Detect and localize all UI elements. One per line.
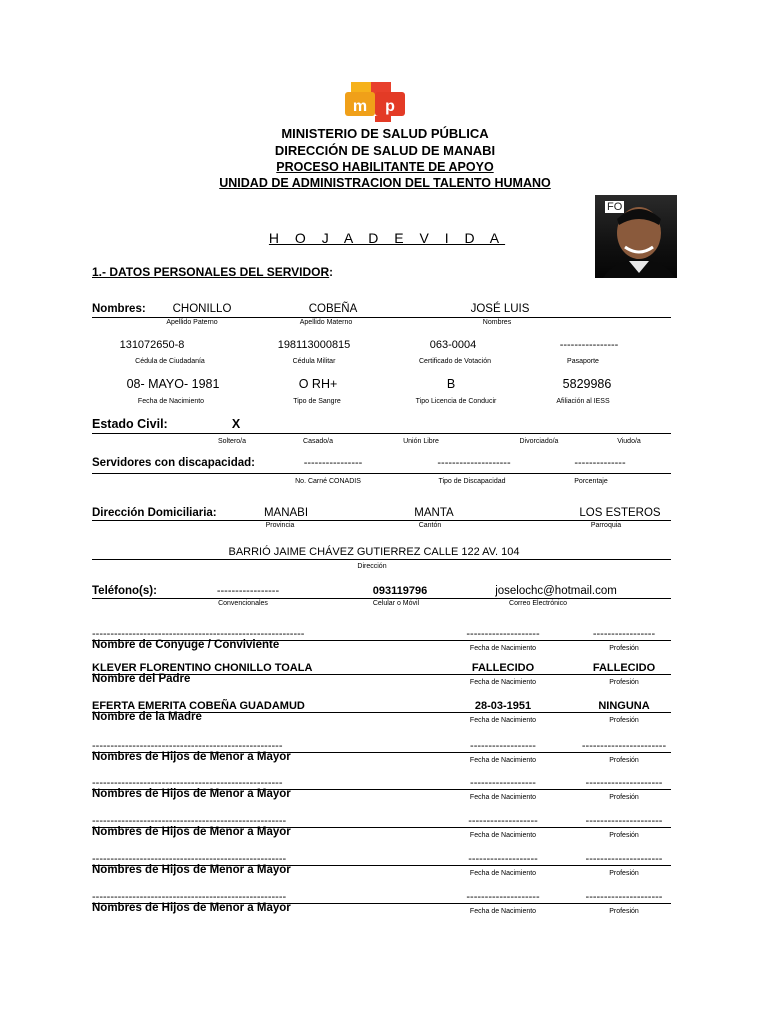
- cap-family-fecha: Fecha de Nacimiento: [469, 717, 537, 724]
- estado-civil-mark: X: [231, 417, 241, 431]
- apellido-paterno-value: CHONILLO: [172, 303, 232, 315]
- fecha-nacimiento-value: 08- MAYO- 1981: [126, 377, 220, 391]
- cap-casado: Casado/a: [303, 438, 333, 445]
- family-profesion-value: ---------------------: [585, 853, 663, 865]
- svg-text:p: p: [385, 98, 395, 115]
- msp-logo: [345, 80, 407, 124]
- direccion-value: BARRIÓ JAIME CHÁVEZ GUTIERREZ CALLE 122 AV. 104: [228, 546, 520, 558]
- family-fecha-value: ------------------: [470, 740, 536, 752]
- section-title-colon: :: [329, 267, 334, 279]
- header-unit: UNIDAD DE ADMINISTRACION DEL TALENTO HUMANO: [219, 176, 551, 190]
- licencia-value: B: [446, 377, 456, 391]
- cap-family-fecha: Fecha de Nacimiento: [469, 832, 537, 839]
- cap-direccion: Dirección: [357, 563, 387, 570]
- telefono-label: Teléfono(s):: [92, 585, 157, 597]
- profile-photo: [595, 195, 677, 278]
- cap-tipo-sangre: Tipo de Sangre: [293, 398, 341, 405]
- family-row-label: Nombres de Hijos de Menor a Mayor: [92, 864, 291, 876]
- cap-apellido-paterno: Apellido Paterno: [166, 319, 218, 326]
- family-row-label: Nombre de Conyuge / Conviviente: [92, 639, 280, 651]
- provincia-value: MANABI: [263, 507, 309, 519]
- section-title: [92, 263, 333, 281]
- tipo-sangre-value: O RH+: [298, 377, 338, 391]
- estado-civil-label: Estado Civil:: [92, 417, 168, 431]
- votacion-value: 063-0004: [429, 339, 477, 351]
- family-profesion-value: ---------------------: [585, 777, 663, 789]
- cap-licencia: Tipo Licencia de Conducir: [415, 398, 497, 405]
- cap-porcentaje: Porcentaje: [574, 478, 608, 485]
- svg-text:m: m: [352, 98, 368, 115]
- family-name-value: ----------------------------------------------------: [92, 777, 283, 789]
- cap-celular: Celular o Móvil: [372, 600, 420, 607]
- porcentaje-value: --------------: [574, 457, 626, 469]
- family-name-value: -----------------------------------------------------: [92, 891, 287, 903]
- page-title: H O J A D E V I D A: [268, 230, 506, 246]
- family-row-label: Nombres de Hijos de Menor a Mayor: [92, 751, 291, 763]
- cap-iess: Afiliación al IESS: [556, 398, 610, 405]
- cedula-value: 131072650-8: [119, 339, 185, 351]
- family-fecha-value: --------------------: [466, 628, 540, 640]
- canton-value: MANTA: [414, 507, 454, 519]
- cap-family-fecha: Fecha de Nacimiento: [469, 757, 537, 764]
- cap-family-fecha: Fecha de Nacimiento: [469, 908, 537, 915]
- family-row-label: Nombre de la Madre: [92, 711, 202, 723]
- cap-canton: Cantón: [418, 522, 442, 529]
- family-profesion-value: FALLECIDO: [592, 662, 656, 674]
- cap-divorciado: Divorciado/a: [519, 438, 559, 445]
- family-name-value: ----------------------------------------------------: [92, 740, 283, 752]
- cap-soltero: Soltero/a: [217, 438, 247, 445]
- cap-family-fecha: Fecha de Nacimiento: [469, 679, 537, 686]
- cap-family-fecha: Fecha de Nacimiento: [469, 870, 537, 877]
- cap-cedula: Cédula de Ciudadanía: [135, 358, 205, 365]
- cap-cedula-militar: Cédula Militar: [292, 358, 336, 365]
- photo-label: FO: [607, 201, 623, 213]
- cap-correo: Correo Electrónico: [509, 600, 567, 607]
- parroquia-value: LOS ESTEROS: [579, 507, 661, 519]
- family-row-label: Nombres de Hijos de Menor a Mayor: [92, 788, 291, 800]
- apellido-materno-value: COBEÑA: [308, 303, 358, 315]
- cap-nombres: Nombres: [482, 319, 512, 326]
- family-profesion-value: ---------------------: [585, 815, 663, 827]
- header-direction: DIRECCIÓN DE SALUD DE MANABI: [274, 143, 496, 158]
- cap-fecha-nacimiento: Fecha de Nacimiento: [137, 398, 205, 405]
- cap-family-profesion: Profesión: [609, 757, 639, 764]
- family-name-value: EFERTA EMERITA COBEÑA GUADAMUD: [92, 700, 305, 712]
- family-name-value: -----------------------------------------------------: [92, 815, 287, 827]
- family-fecha-value: ------------------: [470, 777, 536, 789]
- cap-family-fecha: Fecha de Nacimiento: [469, 645, 537, 652]
- domicilio-label: Dirección Domiciliaria:: [92, 507, 217, 519]
- discapacidad-label: Servidores con discapacidad:: [92, 457, 255, 469]
- family-profesion-value: NINGUNA: [598, 700, 650, 712]
- nombres-label: Nombres:: [92, 303, 146, 315]
- family-profesion-value: -----------------: [592, 628, 656, 640]
- family-fecha-value: --------------------: [466, 891, 540, 903]
- family-name-value: -----------------------------------------------------: [92, 853, 287, 865]
- nombres-value: JOSÉ LUIS: [470, 303, 530, 315]
- family-row-label: Nombres de Hijos de Menor a Mayor: [92, 826, 291, 838]
- tipo-discapacidad-value: --------------------: [437, 457, 511, 469]
- family-profesion-value: -----------------------: [581, 740, 667, 752]
- cap-family-profesion: Profesión: [609, 908, 639, 915]
- cap-family-profesion: Profesión: [609, 870, 639, 877]
- conadis-value: ----------------: [303, 457, 363, 469]
- family-fecha-value: -------------------: [468, 853, 538, 865]
- cap-provincia: Provincia: [265, 522, 295, 529]
- family-fecha-value: -------------------: [468, 815, 538, 827]
- cap-family-profesion: Profesión: [609, 679, 639, 686]
- family-profesion-value: ---------------------: [585, 891, 663, 903]
- family-fecha-value: 28-03-1951: [474, 700, 532, 712]
- family-name-value: KLEVER FLORENTINO CHONILLO TOALA: [92, 662, 313, 674]
- iess-value: 5829986: [562, 377, 612, 391]
- cap-apellido-materno: Apellido Materno: [299, 319, 353, 326]
- family-fecha-value: FALLECIDO: [471, 662, 535, 674]
- family-row-label: Nombre del Padre: [92, 673, 191, 685]
- family-name-value: ----------------------------------------------------------: [92, 628, 305, 640]
- cap-conadis: No. Carné CONADIS: [295, 478, 361, 485]
- cap-pasaporte: Pasaporte: [567, 358, 599, 365]
- cedula-militar-value: 198113000815: [277, 339, 351, 351]
- cap-viudo: Viudo/a: [617, 438, 641, 445]
- msp-logo-graphic: [345, 80, 407, 124]
- family-row-label: Nombres de Hijos de Menor a Mayor: [92, 902, 291, 914]
- cap-convencionales: Convencionales: [218, 600, 268, 607]
- header-ministry: MINISTERIO DE SALUD PÚBLICA: [281, 126, 489, 141]
- cap-parroquia: Parroquia: [590, 522, 622, 529]
- cap-family-profesion: Profesión: [609, 717, 639, 724]
- pasaporte-value: ----------------: [559, 339, 619, 351]
- cap-family-profesion: Profesión: [609, 832, 639, 839]
- convencional-value: -----------------: [216, 585, 280, 597]
- correo-value: joselochc@hotmail.com: [495, 585, 617, 597]
- cap-votacion: Certificado de Votación: [419, 358, 491, 365]
- cap-union-libre: Unión Libre: [403, 438, 439, 445]
- cap-family-fecha: Fecha de Nacimiento: [469, 794, 537, 801]
- cap-family-profesion: Profesión: [609, 794, 639, 801]
- celular-value: 093119796: [372, 585, 428, 597]
- header-process: PROCESO HABILITANTE DE APOYO: [276, 160, 494, 174]
- section-title-text: 1.- DATOS PERSONALES DEL SERVIDOR: [92, 265, 330, 279]
- cap-family-profesion: Profesión: [609, 645, 639, 652]
- cap-tipo-discapacidad: Tipo de Discapacidad: [438, 478, 506, 485]
